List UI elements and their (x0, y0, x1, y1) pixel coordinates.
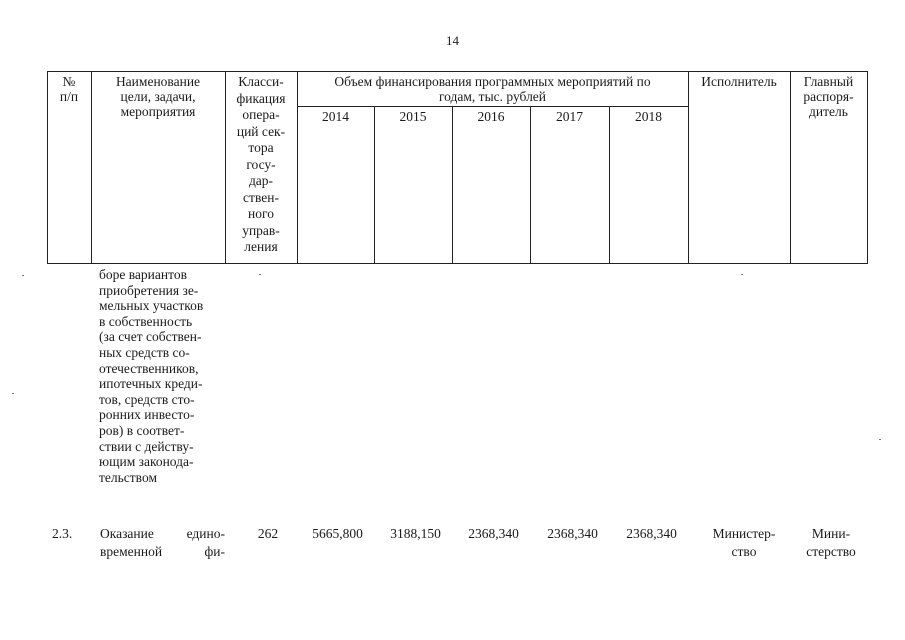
header-main-line: дитель (809, 104, 848, 119)
header-class-line: опера- (242, 107, 280, 122)
row-number: 2.3. (52, 526, 73, 541)
scan-speck (741, 274, 743, 275)
header-funding (297, 74, 688, 104)
header-class-line: ций сек- (236, 123, 286, 139)
row-name-line: Оказание единo- (100, 526, 225, 541)
row-value-2014: 5665,800 (312, 526, 363, 541)
header-funding-line: годам, тыс. рублей (438, 89, 547, 104)
continuation-line: боре вариантов (99, 267, 187, 282)
row-classification: 262 (257, 526, 279, 541)
header-name-line: мероприятия (120, 104, 196, 119)
col-divider (609, 106, 610, 264)
header-class-line: ствен- (243, 189, 279, 205)
col-divider (374, 106, 375, 264)
header-main-line: Главный (803, 74, 854, 89)
row-main-line: Мини- (811, 526, 851, 541)
years-divider (297, 106, 688, 107)
continuation-line: мельных участков (99, 298, 204, 314)
continuation-text (99, 267, 229, 485)
header-class-line: фикация (236, 90, 286, 106)
col-divider (530, 106, 531, 264)
header-classification (225, 74, 297, 256)
header-class-line: Класси- (238, 74, 284, 89)
header-executor: Исполнитель (701, 74, 777, 89)
header-class-line: дар- (248, 173, 274, 188)
header-funding-line: Объем финансирования программных мероприятий по (334, 74, 651, 89)
table-top-border (47, 71, 868, 72)
scan-speck (879, 439, 881, 440)
row-value-2015: 3188,150 (390, 526, 441, 541)
continuation-line: ющим законода- (99, 454, 194, 470)
header-year-2016: 2016 (477, 109, 505, 124)
continuation-line: приобретения зе- (99, 282, 199, 298)
row-executor-line: ство (731, 544, 757, 559)
header-class-line: госу- (246, 156, 276, 172)
continuation-line: ипотечных креди- (99, 376, 203, 392)
continuation-line: тов, средств сто- (99, 391, 195, 407)
row-value-2017: 2368,340 (547, 526, 598, 541)
row-name-line: временной фи- (100, 544, 225, 559)
col-divider (688, 71, 689, 264)
header-class-line: ления (244, 239, 278, 254)
continuation-line: ствии с действу- (99, 438, 194, 454)
scan-speck (12, 393, 14, 394)
header-name (91, 74, 225, 119)
col-divider (452, 106, 453, 264)
header-name-line: Наименование (115, 74, 201, 89)
header-num-line: № (62, 74, 76, 89)
header-num-line: п/п (59, 89, 79, 104)
header-main-line: распоря- (803, 89, 854, 104)
scan-speck (22, 275, 24, 276)
header-class-line: тора (248, 140, 274, 155)
row-value-2016: 2368,340 (468, 526, 519, 541)
header-year-2015: 2015 (399, 109, 427, 124)
continuation-line: ров) в соответ- (99, 422, 185, 438)
continuation-line: ных средств со- (99, 344, 190, 360)
table-right-border (867, 71, 868, 264)
continuation-line: (за счет собствен- (99, 329, 202, 345)
header-class-line: управ- (242, 222, 280, 238)
row-executor-line: Министер- (712, 526, 776, 541)
continuation-line: отечественников, (99, 360, 199, 376)
page-number: 14 (446, 33, 459, 48)
row-main-line: стерство (806, 544, 856, 559)
header-year-2017: 2017 (556, 109, 583, 124)
continuation-line: в собственность (99, 313, 193, 329)
continuation-line: тельством (99, 469, 157, 485)
header-year-2014: 2014 (322, 109, 349, 124)
header-class-line: ного (248, 206, 274, 221)
continuation-line: ронних инвесто- (99, 407, 195, 423)
row-value-2018: 2368,340 (626, 526, 677, 541)
header-main-manager (790, 74, 867, 119)
header-num (47, 74, 91, 104)
header-year-2018: 2018 (635, 109, 662, 124)
scan-speck (259, 274, 261, 275)
header-name-line: цели, задачи, (120, 89, 196, 104)
table-header-bottom (47, 263, 868, 264)
